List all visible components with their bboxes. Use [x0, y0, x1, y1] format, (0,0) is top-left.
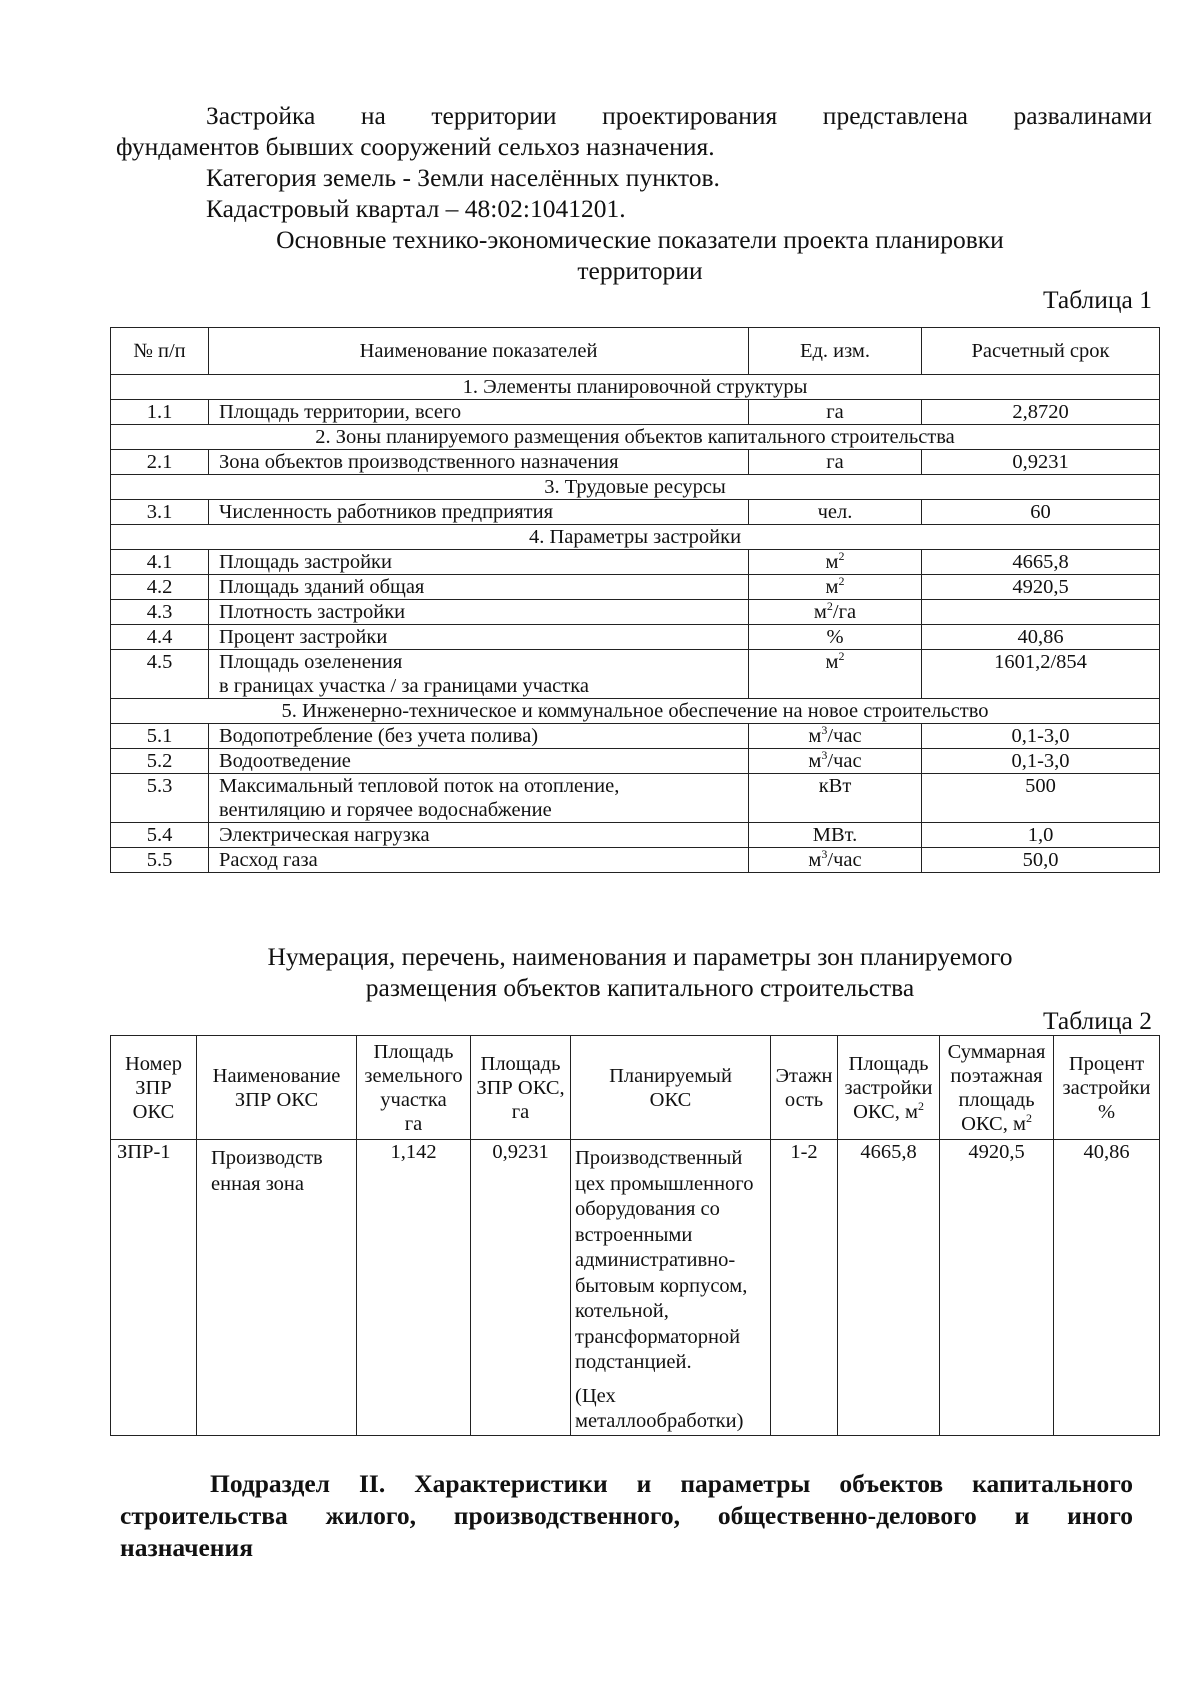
header-name: Наименование показателей [209, 328, 749, 375]
zone-area: 0,9231 [471, 1140, 571, 1436]
row-num: 5.3 [111, 774, 209, 823]
planned-oks: Производственный цех промышленного оборудования со встроенными административно- бытовым корпусом, котельной, трансформаторной подстанцией. (Цех металлообработки) [571, 1140, 771, 1436]
row-num: 2.1 [111, 450, 209, 475]
section-row [111, 475, 1160, 500]
row-value: 1601,2/854 [922, 650, 1160, 699]
section-row [111, 699, 1160, 724]
land-area: 1,142 [357, 1140, 471, 1436]
subsection-heading [120, 1468, 1133, 1564]
zones-table [110, 1035, 1160, 1436]
header-num: № п/п [111, 328, 209, 375]
header-total-area: Суммарная поэтажная площадь ОКС, $м^2$ [940, 1036, 1054, 1140]
table2-title-line2: размещения объектов капитального строительства [365, 973, 915, 1002]
section-title: 3. Трудовые ресурсы [111, 475, 1160, 500]
zone-number: ЗПР-1 [111, 1140, 197, 1436]
table1-title [200, 224, 1080, 286]
table2-caption: Таблица 2 [1042, 1006, 1152, 1035]
header-build-percent: Процент застройки % [1054, 1036, 1160, 1140]
row-value: 500 [922, 774, 1160, 823]
row-num: 3.1 [111, 500, 209, 525]
row-unit: МВт. [749, 823, 922, 848]
table-row [111, 550, 1160, 575]
header-zone-number: Номер ЗПР ОКС [111, 1036, 197, 1140]
section-row [111, 425, 1160, 450]
intro-paragraph-line1: Застройка на территории проектирования представлена развалинами [206, 101, 1152, 130]
table-row [111, 575, 1160, 600]
zone-name: Производств енная зона [197, 1140, 357, 1436]
row-value: 0,1-3,0 [922, 724, 1160, 749]
cadastral-quarter: Кадастровый квартал – 48:02:1041201. [206, 194, 626, 223]
row-unit: га [749, 450, 922, 475]
table-row [111, 650, 1160, 699]
table-header-row [111, 328, 1160, 375]
row-value: 0,9231 [922, 450, 1160, 475]
row-unit: $м^2$ [749, 550, 922, 575]
subsection-heading-line1: Подраздел II. Характеристики и параметры объектов капитального [210, 1469, 1133, 1498]
table2-title-line1: Нумерация, перечень, наименования и параметры зон планируемого [267, 942, 1013, 971]
row-name: Процент застройки [209, 625, 749, 650]
section-title: 4. Параметры застройки [111, 525, 1160, 550]
table-row [111, 450, 1160, 475]
table-row [111, 774, 1160, 823]
table-header-row [111, 1036, 1160, 1140]
table-row [111, 724, 1160, 749]
intro-text [116, 100, 1152, 224]
section-title: 1. Элементы планировочной структуры [111, 375, 1160, 400]
subsection-heading-line3: назначения [120, 1533, 253, 1562]
row-unit: $м^3$/час [749, 724, 922, 749]
subsection-heading-line2: строительства жилого, производственного, общественно-делового и иного [120, 1501, 1133, 1530]
row-unit: га [749, 400, 922, 425]
row-num: 4.1 [111, 550, 209, 575]
row-unit: $м^3$/час [749, 749, 922, 774]
table1-title-line2: территории [577, 256, 703, 285]
row-name: Площадь озеленения в границах участка / за границами участка [209, 650, 749, 699]
row-unit: $м^3$/час [749, 848, 922, 873]
row-value: 2,8720 [922, 400, 1160, 425]
table1-title-line1: Основные технико-экономические показатели проекта планировки [276, 225, 1004, 254]
row-value: 4920,5 [922, 575, 1160, 600]
header-floors: Этажн ость [771, 1036, 838, 1140]
row-num: 4.2 [111, 575, 209, 600]
table-row [111, 625, 1160, 650]
header-planned-oks: Планируемый ОКС [571, 1036, 771, 1140]
section-row [111, 375, 1160, 400]
row-num: 5.4 [111, 823, 209, 848]
row-value [922, 600, 1160, 625]
build-area: 4665,8 [838, 1140, 940, 1436]
row-name: Водоотведение [209, 749, 749, 774]
row-name: Зона объектов производственного назначения [209, 450, 749, 475]
table-row [111, 823, 1160, 848]
row-value: 50,0 [922, 848, 1160, 873]
row-value: 40,86 [922, 625, 1160, 650]
header-land-area: Площадь земельного участка га [357, 1036, 471, 1140]
row-unit: % [749, 625, 922, 650]
table-row [111, 1140, 1160, 1436]
table-row [111, 848, 1160, 873]
header-build-area: Площадь застройки ОКС, $м^2$ [838, 1036, 940, 1140]
row-name: Плотность застройки [209, 600, 749, 625]
row-unit: кВт [749, 774, 922, 823]
row-value: 60 [922, 500, 1160, 525]
row-num: 5.2 [111, 749, 209, 774]
row-value: 1,0 [922, 823, 1160, 848]
table1-caption: Таблица 1 [1042, 285, 1152, 314]
section-title: 5. Инженерно-техническое и коммунальное обеспечение на новое строительство [111, 699, 1160, 724]
table-row [111, 749, 1160, 774]
row-unit: $м^2$ [749, 575, 922, 600]
floors: 1-2 [771, 1140, 838, 1436]
total-area: 4920,5 [940, 1140, 1054, 1436]
row-unit: чел. [749, 500, 922, 525]
table-row [111, 600, 1160, 625]
header-unit: Ед. изм. [749, 328, 922, 375]
indicators-table [110, 327, 1160, 873]
table-row [111, 400, 1160, 425]
row-name: Водопотребление (без учета полива) [209, 724, 749, 749]
row-num: 4.5 [111, 650, 209, 699]
section-row [111, 525, 1160, 550]
row-name: Максимальный тепловой поток на отопление, вентиляцию и горячее водоснабжение [209, 774, 749, 823]
row-name: Электрическая нагрузка [209, 823, 749, 848]
section-title: 2. Зоны планируемого размещения объектов капитального строительства [111, 425, 1160, 450]
row-num: 5.1 [111, 724, 209, 749]
header-term: Расчетный срок [922, 328, 1160, 375]
row-value: 0,1-3,0 [922, 749, 1160, 774]
row-value: 4665,8 [922, 550, 1160, 575]
row-name: Площадь застройки [209, 550, 749, 575]
header-zone-name: Наименование ЗПР ОКС [197, 1036, 357, 1140]
row-name: Численность работников предприятия [209, 500, 749, 525]
row-num: 4.4 [111, 625, 209, 650]
row-unit: $м^2$ [749, 650, 922, 699]
land-category: Категория земель - Земли населённых пунктов. [206, 163, 720, 192]
intro-paragraph-line2: фундаментов бывших сооружений сельхоз назначения. [116, 132, 715, 161]
row-name: Расход газа [209, 848, 749, 873]
row-unit: $м^2/га$ [749, 600, 922, 625]
row-num: 5.5 [111, 848, 209, 873]
row-num: 1.1 [111, 400, 209, 425]
table2-title [200, 941, 1080, 1003]
table-row [111, 500, 1160, 525]
row-name: Площадь зданий общая [209, 575, 749, 600]
row-name: Площадь территории, всего [209, 400, 749, 425]
header-zone-area: Площадь ЗПР ОКС, га [471, 1036, 571, 1140]
build-percent: 40,86 [1054, 1140, 1160, 1436]
row-num: 4.3 [111, 600, 209, 625]
